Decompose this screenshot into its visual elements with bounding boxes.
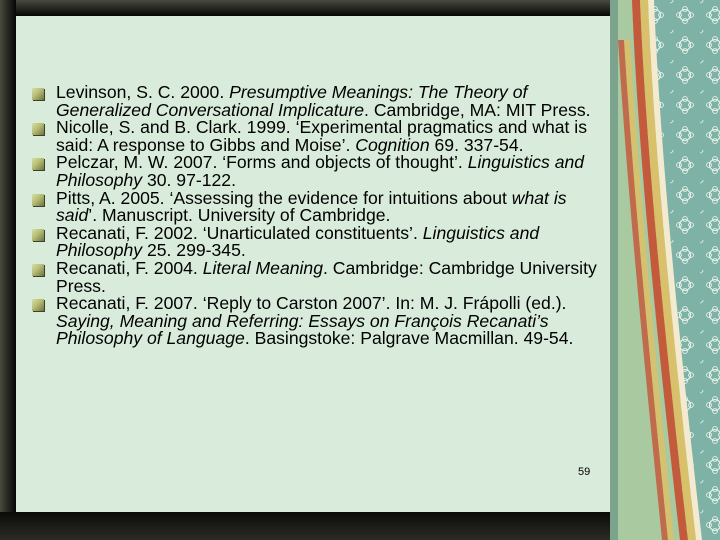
reference-text — [56, 222, 600, 261]
frame-left-bevel — [0, 0, 16, 540]
reference-text — [56, 187, 600, 226]
reference-italic-title: what is said — [56, 187, 567, 226]
reference-segment: Recanati, F. 2007. ‘Reply to Carston 2007’. In: M. J. Frápolli (ed.). — [56, 293, 567, 314]
frame-bottom-bevel — [0, 512, 610, 540]
reference-segment: Recanati, F. 2004. — [56, 257, 203, 278]
reference-text — [56, 257, 600, 296]
reference-segment: Levinson, S. C. 2000. — [56, 82, 230, 102]
page-number: 59 — [578, 466, 591, 478]
reference-text — [56, 295, 600, 348]
reference-text — [56, 119, 600, 154]
square-bullet-icon — [32, 123, 44, 135]
square-bullet-icon — [32, 299, 44, 311]
reference-text — [56, 84, 600, 119]
reference-segment: Pitts, A. 2005. ‘Assessing the evidence for intuitions about — [56, 187, 512, 208]
reference-item — [32, 222, 600, 261]
reference-item — [32, 84, 600, 119]
square-bullet-icon — [32, 194, 44, 206]
reference-item — [32, 187, 600, 226]
square-bullet-icon — [32, 88, 44, 100]
reference-italic-title: Saying, Meaning and Referring: Essays on François Recanati’s Philosophy of Language — [56, 310, 549, 349]
reference-item — [32, 119, 600, 154]
reference-segment: . Basingstoke: Palgrave Macmillan. 49-54. — [244, 328, 574, 349]
reference-italic-title: Presumptive Meanings: The Theory of Generalized Conversational Implicature — [56, 82, 528, 120]
decorative-border-art — [610, 0, 720, 540]
reference-segment: Recanati, F. 2002. ‘Unarticulated constituents’. — [56, 222, 423, 243]
reference-item — [32, 257, 600, 296]
reference-italic-title: Linguistics and Philosophy — [56, 152, 585, 190]
frame-top-bevel — [0, 0, 610, 16]
square-bullet-icon — [32, 229, 44, 241]
reference-segment: . Cambridge: Cambridge University Press. — [56, 257, 597, 296]
reference-segment: Nicolle, S. and B. Clark. 1999. ‘Experimental pragmatics and what is said: A response to Gibbs and Moise’. — [56, 117, 587, 155]
reference-segment: 30. 97-122. — [142, 169, 236, 190]
reference-segment: 69. 337-54. — [429, 134, 524, 155]
reference-italic-title: Literal Meaning — [202, 257, 323, 278]
square-bullet-icon — [32, 264, 44, 276]
reference-list — [32, 84, 600, 348]
reference-italic-title: Linguistics and Philosophy — [56, 222, 540, 261]
reference-item — [32, 154, 600, 189]
square-bullet-icon — [32, 158, 44, 170]
reference-text — [56, 154, 600, 189]
reference-segment: ’. Manuscript. University of Cambridge. — [88, 205, 391, 226]
reference-segment: 25. 299-345. — [142, 240, 246, 261]
decor-left-shade — [610, 0, 618, 540]
reference-item — [32, 295, 600, 348]
reference-segment: Pelczar, M. W. 2007. ‘Forms and objects of thought’. — [56, 152, 468, 173]
reference-segment: . Cambridge, MA: MIT Press. — [364, 99, 591, 120]
reference-italic-title: Cognition — [355, 134, 430, 155]
